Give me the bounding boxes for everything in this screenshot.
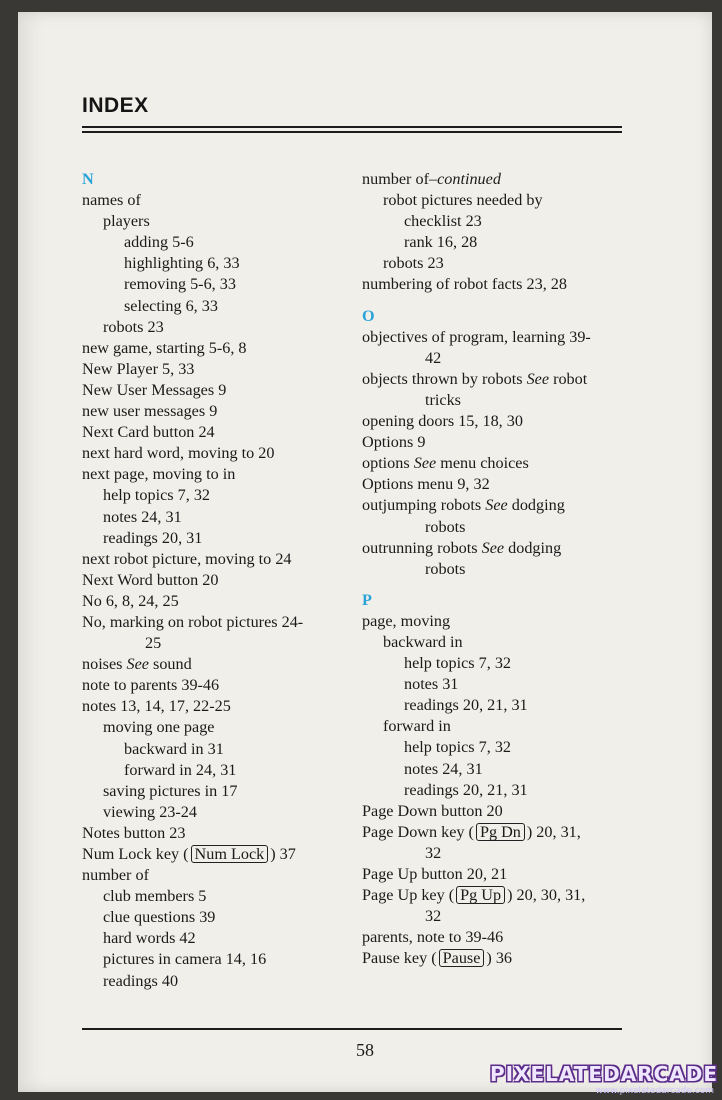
index-entry [362, 495, 624, 516]
index-entry [82, 380, 344, 401]
entry-text: help topics 7, 32 [404, 738, 512, 757]
entry-text: backward in 31 [124, 739, 224, 758]
see-reference: See [485, 496, 508, 515]
entry-text: moving one page [103, 718, 215, 737]
index-entry [82, 422, 344, 443]
entry-text: Page Down key ( [362, 822, 474, 841]
entry-text: number of– [362, 170, 438, 188]
entry-text: club members 5 [103, 887, 207, 906]
index-letter-heading [362, 590, 624, 611]
index-entry [362, 517, 624, 538]
entry-tail: robot [549, 369, 588, 388]
keyboard-key: Num Lock [191, 845, 269, 863]
index-entry [362, 716, 624, 737]
entry-text: next robot picture, moving to 24 [82, 549, 292, 568]
entry-text: objectives of program, learning 39- [362, 327, 591, 346]
section-gap [362, 580, 624, 590]
index-entry [362, 780, 624, 801]
entry-text: checklist 23 [404, 212, 482, 231]
entry-text: notes 24, 31 [404, 759, 483, 778]
entry-tail: dodging [504, 538, 562, 557]
index-entry [362, 864, 624, 885]
index-entry [362, 885, 624, 906]
index-entry [362, 348, 624, 369]
index-entry [362, 822, 624, 843]
index-entry [362, 611, 624, 632]
index-letter: O [362, 306, 375, 325]
index-entry [82, 633, 344, 654]
entry-tail: ) 37 [270, 845, 296, 863]
entry-text: pictures in camera 14, 16 [103, 950, 267, 969]
entry-text: Next Word button 20 [82, 570, 219, 589]
index-entry [362, 674, 624, 695]
footer-rule [82, 1028, 622, 1030]
entry-text: New User Messages 9 [82, 380, 227, 399]
entry-continued: continued [437, 170, 501, 188]
entry-text: notes 31 [404, 675, 459, 694]
index-entry [82, 591, 344, 612]
entry-tail: dodging [507, 496, 565, 515]
index-entry [362, 559, 624, 580]
entry-text: viewing 23-24 [103, 802, 197, 821]
entry-text: highlighting 6, 33 [124, 254, 240, 273]
index-entry [82, 971, 344, 992]
entry-tail: menu choices [436, 454, 529, 473]
index-entry [362, 190, 624, 211]
index-entry [82, 781, 344, 802]
entry-text: players [103, 212, 150, 231]
index-entry [82, 823, 344, 844]
header-rule-secondary [82, 131, 622, 133]
entry-text: 42 [425, 348, 442, 367]
entry-text: clue questions 39 [103, 908, 216, 927]
index-entry [82, 296, 344, 317]
index-entry [362, 927, 624, 948]
entry-text: names of [82, 191, 141, 210]
index-entry [82, 739, 344, 760]
entry-text: robots [425, 559, 466, 578]
index-entry [82, 696, 344, 717]
entry-text: Page Down button 20 [362, 801, 503, 820]
entry-text: Options menu 9, 32 [362, 475, 490, 494]
keyboard-key: Pg Dn [476, 823, 525, 841]
index-entry [362, 737, 624, 758]
entry-text: Num Lock key ( [82, 845, 189, 863]
index-entry [362, 327, 624, 348]
index-entry [362, 801, 624, 822]
entry-text: backward in [383, 632, 463, 651]
index-entry [82, 274, 344, 295]
index-entry [82, 928, 344, 949]
keyboard-key: Pause [439, 949, 485, 967]
see-reference: See [481, 538, 505, 557]
watermark-logo: PIXELATEDARCADE [489, 1062, 718, 1086]
entry-text: opening doors 15, 18, 30 [362, 412, 523, 431]
header-rule [82, 126, 622, 128]
index-entry [82, 949, 344, 970]
entry-text: outjumping robots [362, 496, 482, 515]
index-entry [362, 211, 624, 232]
index-letter-heading [82, 169, 344, 190]
entry-text: 32 [425, 843, 442, 862]
index-entry [362, 653, 624, 674]
entry-tail: ) 20, 31, [526, 822, 581, 841]
index-entry [82, 507, 344, 528]
index-entry [82, 886, 344, 907]
entry-text: saving pictures in 17 [103, 781, 238, 800]
entry-text: note to parents 39-46 [82, 676, 220, 695]
page-title: INDEX [82, 94, 149, 117]
index-entry [362, 432, 624, 453]
entry-text: Page Up key ( [362, 886, 455, 905]
index-entry [82, 317, 344, 338]
index-entry [82, 717, 344, 738]
entry-text: objects thrown by robots [362, 369, 523, 388]
entry-text: page, moving [362, 611, 451, 630]
entry-tail: sound [148, 655, 192, 674]
index-letter: P [362, 590, 372, 609]
watermark-url: www.pixelatedarcade.com [595, 1086, 714, 1096]
index-entry [82, 359, 344, 380]
entry-text: Next Card button 24 [82, 423, 215, 442]
page-number: 58 [356, 1040, 374, 1060]
index-entry [362, 232, 624, 253]
entry-text: number of [82, 866, 149, 885]
index-entry [82, 675, 344, 696]
entry-text: next hard word, moving to 20 [82, 444, 275, 463]
entry-text: Page Up button 20, 21 [362, 865, 508, 883]
entry-text: parents, note to 39-46 [362, 928, 504, 947]
index-entry [82, 190, 344, 211]
entry-tail: ) 36 [486, 949, 513, 968]
index-entry [362, 906, 624, 927]
entry-text: removing 5-6, 33 [124, 275, 236, 294]
index-entry [362, 253, 624, 274]
index-entry [362, 695, 624, 716]
entry-text: robots [425, 517, 466, 536]
entry-text: robots 23 [103, 317, 164, 336]
entry-text: robots 23 [383, 254, 444, 273]
entry-text: rank 16, 28 [404, 233, 478, 252]
index-entry [362, 843, 624, 864]
index-entry [82, 612, 344, 633]
index-entry [82, 865, 344, 886]
see-reference: See [526, 369, 550, 388]
index-entry [362, 632, 624, 653]
index-entry [82, 549, 344, 570]
index-entry [82, 570, 344, 591]
index-entry [362, 411, 624, 432]
entry-text: selecting 6, 33 [124, 296, 218, 315]
index-entry [82, 464, 344, 485]
index-entry [362, 453, 624, 474]
index-column-left [82, 169, 344, 992]
entry-text: robot pictures needed by [383, 191, 543, 210]
keyboard-key: Pg Up [456, 886, 505, 904]
index-letter-heading [362, 306, 624, 327]
index-entry [362, 538, 624, 559]
entry-text: readings 20, 21, 31 [404, 780, 528, 799]
entry-text: numbering of robot facts 23, 28 [362, 275, 567, 294]
index-letter: N [82, 170, 94, 188]
entry-text: No 6, 8, 24, 25 [82, 591, 179, 610]
book-page [18, 12, 712, 1092]
entry-text: 32 [425, 907, 442, 926]
entry-text: adding 5-6 [124, 233, 194, 252]
entry-text: help topics 7, 32 [404, 654, 512, 673]
entry-text: tricks [425, 390, 461, 409]
see-reference: See [126, 655, 149, 674]
entry-text: new user messages 9 [82, 402, 218, 421]
index-entry [82, 654, 344, 675]
index-column-right [362, 169, 624, 969]
index-entry [82, 760, 344, 781]
entry-text: Notes button 23 [82, 823, 186, 842]
index-entry [362, 274, 624, 295]
entry-text: No, marking on robot pictures 24- [82, 612, 304, 631]
entry-text: new game, starting 5-6, 8 [82, 338, 247, 357]
index-entry [362, 169, 624, 190]
index-entry [362, 948, 624, 969]
index-entry [362, 759, 624, 780]
index-entry [82, 528, 344, 549]
entry-text: help topics 7, 32 [103, 486, 211, 505]
entry-text: readings 20, 21, 31 [404, 696, 528, 715]
index-entry [82, 844, 344, 865]
entry-text: forward in 24, 31 [124, 760, 237, 779]
entry-text: Pause key ( [362, 949, 437, 968]
entry-text: notes 13, 14, 17, 22-25 [82, 697, 231, 716]
index-entry [82, 443, 344, 464]
entry-text: Options 9 [362, 433, 426, 452]
entry-text: hard words 42 [103, 929, 196, 948]
see-reference: See [413, 454, 437, 473]
entry-text: noises [82, 655, 123, 674]
index-entry [82, 802, 344, 823]
entry-text: 25 [145, 634, 162, 653]
entry-text: readings 20, 31 [103, 528, 203, 547]
section-gap [362, 296, 624, 306]
entry-text: forward in [383, 717, 451, 736]
index-entry [82, 211, 344, 232]
index-entry [362, 369, 624, 390]
entry-text: next page, moving to in [82, 465, 236, 484]
index-entry [362, 390, 624, 411]
index-entry [82, 907, 344, 928]
index-entry [362, 474, 624, 495]
entry-text: notes 24, 31 [103, 507, 182, 526]
entry-text: readings 40 [103, 971, 179, 990]
entry-text: New Player 5, 33 [82, 359, 195, 378]
entry-text: options [362, 454, 410, 473]
index-entry [82, 401, 344, 422]
index-entry [82, 253, 344, 274]
entry-tail: ) 20, 30, 31, [507, 886, 586, 905]
index-entry [82, 338, 344, 359]
entry-text: outrunning robots [362, 538, 478, 557]
index-entry [82, 485, 344, 506]
index-entry [82, 232, 344, 253]
